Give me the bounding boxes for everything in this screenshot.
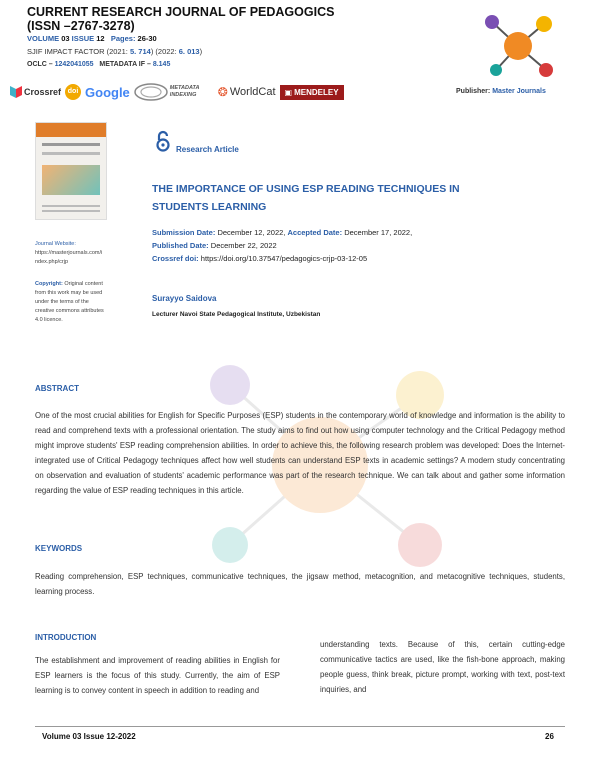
introduction-right-column: understanding texts. Because of this, certain cutting-edge communicative tactics are used, like the fish-bone approach, making people guess, think break, picture prompt, working with text, post-text inquiries, and: [320, 640, 565, 694]
footer-rule: [35, 726, 565, 727]
crossref-icon: [10, 86, 22, 98]
oclc-metadata: OCLC – 1242041055 METADATA IF – 8.145: [27, 61, 171, 68]
indexing-logos: [10, 80, 344, 104]
crossref-logo: Crossref: [10, 86, 61, 98]
journal-cover-thumbnail: [35, 122, 107, 220]
mendeley-logo: ▣ MENDELEY: [280, 85, 344, 100]
sjif-impact-factor: SJIF IMPACT FACTOR (2021: 5. 714) (2022: 6. 013): [27, 47, 203, 56]
worldcat-logo: ❂ WorldCat: [217, 85, 276, 99]
introduction-heading: INTRODUCTION: [35, 633, 97, 642]
metadata-indexing-logo: METADATA INDEXING: [134, 82, 214, 102]
worldcat-icon: ❂: [217, 85, 228, 99]
article-type: Research Article: [176, 145, 239, 154]
author-affiliation: Lecturer Navoi State Pedagogical Institute, Uzbekistan: [152, 311, 321, 318]
open-access-icon: [154, 130, 172, 152]
keywords-text: Reading comprehension, ESP techniques, communicative techniques, the jigsaw method, metacognition, and metacognitive techniques, students, learning process.: [35, 572, 565, 596]
introduction-left-column: The establishment and improvement of reading abilities in English for ESP learners is the focus of this study. Currently, the aim of ESP learning is to convey content in speech in addition to reading and: [35, 656, 280, 695]
journal-website-info: Journal Website: https://masterjournals.com/index.php/crjp: [35, 240, 105, 267]
volume-issue-pages: VOLUME 03 ISSUE 12 Pages: 26-30: [27, 34, 157, 43]
abstract-text: One of the most crucial abilities for English for Specific Purposes (ESP) students in the contemporary world of knowledge and information is the ability to read and comprehend texts with a professional orientation. The study aims to find out how using computer technology and the Critical Pedagogy method might improve students' ESP reading comprehension abilities. In order to achieve this, the following research problem was developed: Does the Internet-integrated use of Critical Pedagogy techniques affect how well students can understand ESP texts in academic settings? A modern study concentrating on observation and evaluation of students' academic performance was part of the research technique. We can talk about and gather some information regarding the value of ESP reading techniques in this article.: [35, 411, 565, 495]
article-title: THE IMPORTANCE OF USING ESP READING TECHNIQUES IN STUDENTS LEARNING: [152, 183, 460, 213]
page-number: 26: [545, 732, 554, 741]
copyright-info: Copyright: Original content from this work may be used under the terms of the creative commons attributes 4.0 licence.: [35, 281, 104, 323]
footer-volume-issue: Volume 03 Issue 12-2022: [42, 732, 136, 741]
doi-logo: doi: [65, 84, 81, 100]
google-logo: Google: [85, 84, 130, 100]
journal-website-link[interactable]: https://masterjournals.com/index.php/crjp: [35, 250, 103, 265]
abstract-heading: ABSTRACT: [35, 384, 79, 393]
journal-title: CURRENT RESEARCH JOURNAL OF PEDAGOGICS (ISSN –2767-3278): [27, 5, 335, 33]
author-name: Surayyo Saidova: [152, 294, 217, 303]
publisher: Publisher: Master Journals: [456, 88, 546, 95]
keywords-heading: KEYWORDS: [35, 544, 83, 553]
crossref-doi-link[interactable]: https://doi.org/10.37547/pedagogics-crjp-03-12-05: [200, 254, 368, 263]
metadata-swirl-icon: [134, 82, 168, 102]
journal-logo-graphic: [478, 8, 558, 83]
article-dates: Submission Date: December 12, 2022, Accepted Date: December 17, 2022, Published Date: December 22, 2022 Crossref doi: https://doi.org/10.37547/pedagogics-crjp-03-12-05: [152, 228, 413, 263]
mendeley-icon: ▣: [284, 87, 293, 97]
